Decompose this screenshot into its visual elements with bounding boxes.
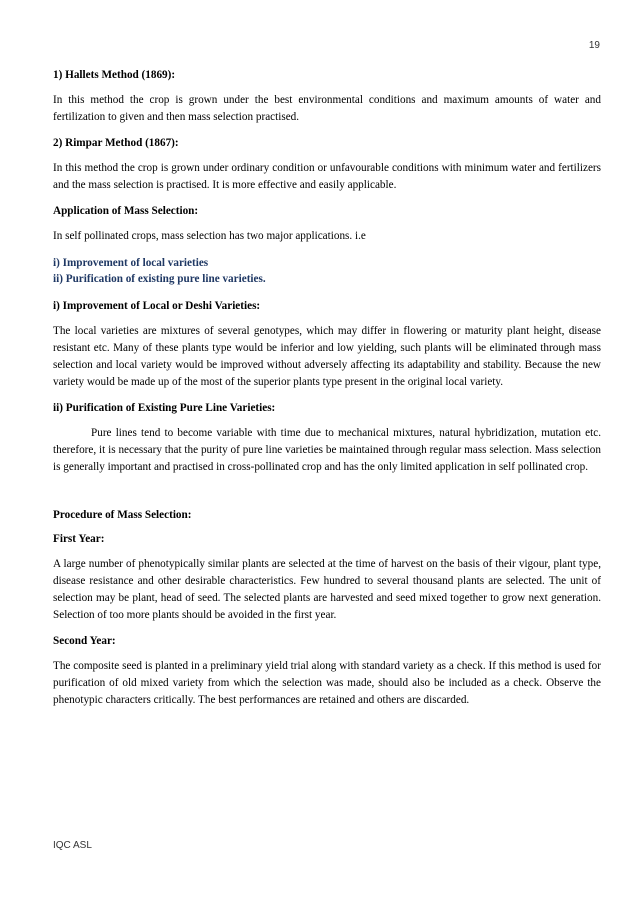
hallets-method-heading: 1) Hallets Method (1869): (53, 69, 176, 81)
rimpar-method-heading: 2) Rimpar Method (1867): (53, 137, 179, 149)
application-text: In self pollinated crops, mass selection has two major applications. i.e (53, 230, 366, 242)
procedure-heading: Procedure of Mass Selection: (53, 509, 192, 521)
second-year-heading: Second Year: (53, 635, 116, 647)
application-item-improvement: i) Improvement of local varieties (53, 257, 209, 269)
improvement-heading: i) Improvement of Local or Deshi Varieties: (53, 300, 261, 312)
application-list (53, 255, 601, 287)
second-year-text: The composite seed is planted in a preliminary yield trial along with standard variety as a check. If this method is used for purification of old mixed variety from which the selection was made, should also be included as a check. Observe the phenotypic characters critically. The best performances are retained and others are discarded. (53, 660, 601, 706)
first-year-text: A large number of phenotypically similar plants are selected at the time of harvest on the basis of their vigour, plant type, disease resistance and other desirable characteristics. Few hundred to several thousand plants are selected. The unit of selection may be plant, head of seed. The selected plants are harvested and seed mixed together to grow next generation. Selection of too more plants should be avoided in the first year. (53, 558, 601, 621)
footer-label: IQC ASL (53, 840, 92, 851)
purification-text: Pure lines tend to become variable with time due to mechanical mixtures, natural hybridization, mutation etc. therefore, it is necessary that the purity of pure line varieties be maintained through regular mass selection. Mass selection is generally important and practised in cross-pollinated crop and has the only limited application in self pollinated crop. (53, 427, 601, 473)
section-spacer (53, 486, 601, 508)
application-heading: Application of Mass Selection: (53, 205, 199, 217)
application-item-purification: ii) Purification of existing pure line varieties. (53, 273, 266, 285)
improvement-text: The local varieties are mixtures of several genotypes, which may differ in flowering or maturity plant height, disease resistant etc. Many of these plants type would be inferior and low yielding, such plants will be eliminated through mass selection and local variety would be improved without adversely affecting its adaptability and stability. Because the new variety would be made up of the most of the superior plants type present in the original local variety. (53, 325, 601, 388)
rimpar-method-text: In this method the crop is grown under ordinary condition or unfavourable conditions with minimum water and fertilizers and the mass selection is practised. It is more effective and easily applicable. (53, 162, 601, 191)
document-body (53, 68, 601, 719)
hallets-method-text: In this method the crop is grown under the best environmental conditions and maximum amounts of water and fertilization to given and then mass selection practised. (53, 94, 601, 123)
page-number: 19 (588, 40, 600, 51)
purification-heading: ii) Purification of Existing Pure Line Varieties: (53, 402, 276, 414)
first-year-heading: First Year: (53, 533, 105, 545)
